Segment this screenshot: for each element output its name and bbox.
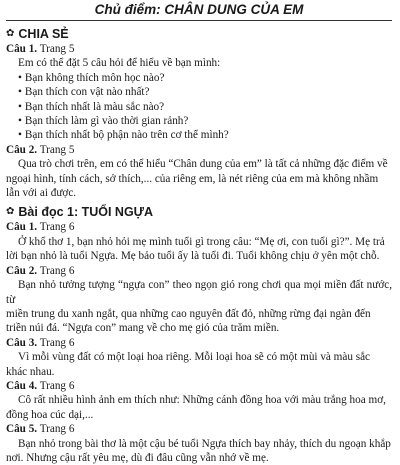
answer-line: khác nhau. bbox=[6, 365, 55, 378]
answer-line: đồng hoa cúc dại,... bbox=[6, 408, 94, 421]
bullet-item: • Bạn không thích môn học nào? bbox=[18, 71, 392, 85]
answer-line: lời bạn nhỏ là tuổi Ngựa. Mẹ bảo tuổi ấy là tuổi đi. Tuổi không chịu ở yên một chỗ. bbox=[6, 250, 380, 263]
question-intro: Em có thể đặt 5 câu hỏi để hiểu về bạn mình: bbox=[18, 57, 221, 70]
section-heading-chia-se bbox=[6, 26, 392, 42]
bullet-item: • Bạn thích nhất bộ phận nào trên cơ thể mình? bbox=[18, 128, 392, 142]
answer-line: Ở khổ thơ 1, bạn nhỏ hỏi mẹ mình tuổi gì trong câu: “Mẹ ơi, con tuổi gì?”. Mẹ trả bbox=[18, 235, 385, 248]
flower-bullet-icon: ✿ bbox=[6, 28, 15, 39]
question-label: Câu 1. Trang 5 bbox=[6, 43, 75, 55]
answer-line: triền núi đá. “Ngựa con” mang về cho mẹ gió của trăm miền. bbox=[6, 322, 280, 335]
bullet-item: • Bạn thích nhất là màu sắc nào? bbox=[18, 100, 392, 114]
answer-line: nơi. Nhưng cậu rất yêu mẹ, dù đi đâu cũng vẫn nhớ về mẹ. bbox=[6, 451, 269, 464]
answer-line: miền trung du xanh ngắt, qua những cao nguyên đất đỏ, những rừng đại ngàn đến bbox=[6, 307, 371, 320]
bullet-item: • Bạn thích con vật nào nhất? bbox=[18, 85, 392, 99]
answer-line: Cô rất nhiều hình ảnh em thích như: Những cánh đồng hoa với màu trắng hoa mơ, bbox=[18, 394, 386, 407]
answer-line: ngoại hình, tính cách, sở thích,... của riêng em, là nét riêng của em mà không nhầm bbox=[6, 172, 379, 185]
answer-line: Bạn nhỏ tưởng tượng “ngựa con” theo ngọn gió rong chơi qua mọi miền đất nước, từ bbox=[6, 279, 392, 306]
question-label: Câu 2. Trang 5 bbox=[6, 143, 75, 156]
flower-bullet-icon: ✿ bbox=[6, 206, 15, 218]
answer-line: Qua trò chơi trên, em có thể hiểu “Chân dung của em” là tất cả những đặc điểm về bbox=[18, 158, 388, 171]
question-bullet-list bbox=[6, 71, 392, 143]
section-heading-text: Bài đọc 1: TUỔI NGỰA bbox=[18, 205, 154, 220]
question-label: Câu 1. Trang 6 bbox=[6, 221, 75, 234]
section-heading-bai-doc-1 bbox=[6, 204, 392, 220]
topic-title: Chủ điểm: CHÂN DUNG CỦA EM bbox=[6, 0, 392, 21]
bullet-item: • Bạn thích làm gì vào thời gian rảnh? bbox=[18, 114, 392, 128]
question-label: Câu 4. Trang 6 bbox=[6, 379, 75, 392]
question-label: Câu 3. Trang 6 bbox=[6, 336, 75, 349]
question-label: Câu 2. Trang 6 bbox=[6, 264, 75, 277]
answer-line: lẫn với ai được. bbox=[6, 187, 77, 200]
answer-line: Vì mỗi vùng đất có một loại hoa riêng. Mỗi loại hoa sẽ có một mùi và màu sắc bbox=[18, 351, 371, 364]
answer-line: Bạn nhỏ trong bài thơ là một cậu bé tuổi Ngựa thích bay nhảy, thích du ngoạn khắp bbox=[18, 437, 391, 450]
question-label: Câu 5. Trang 6 bbox=[6, 423, 75, 436]
section-heading-text: CHIA SẺ bbox=[18, 27, 69, 41]
